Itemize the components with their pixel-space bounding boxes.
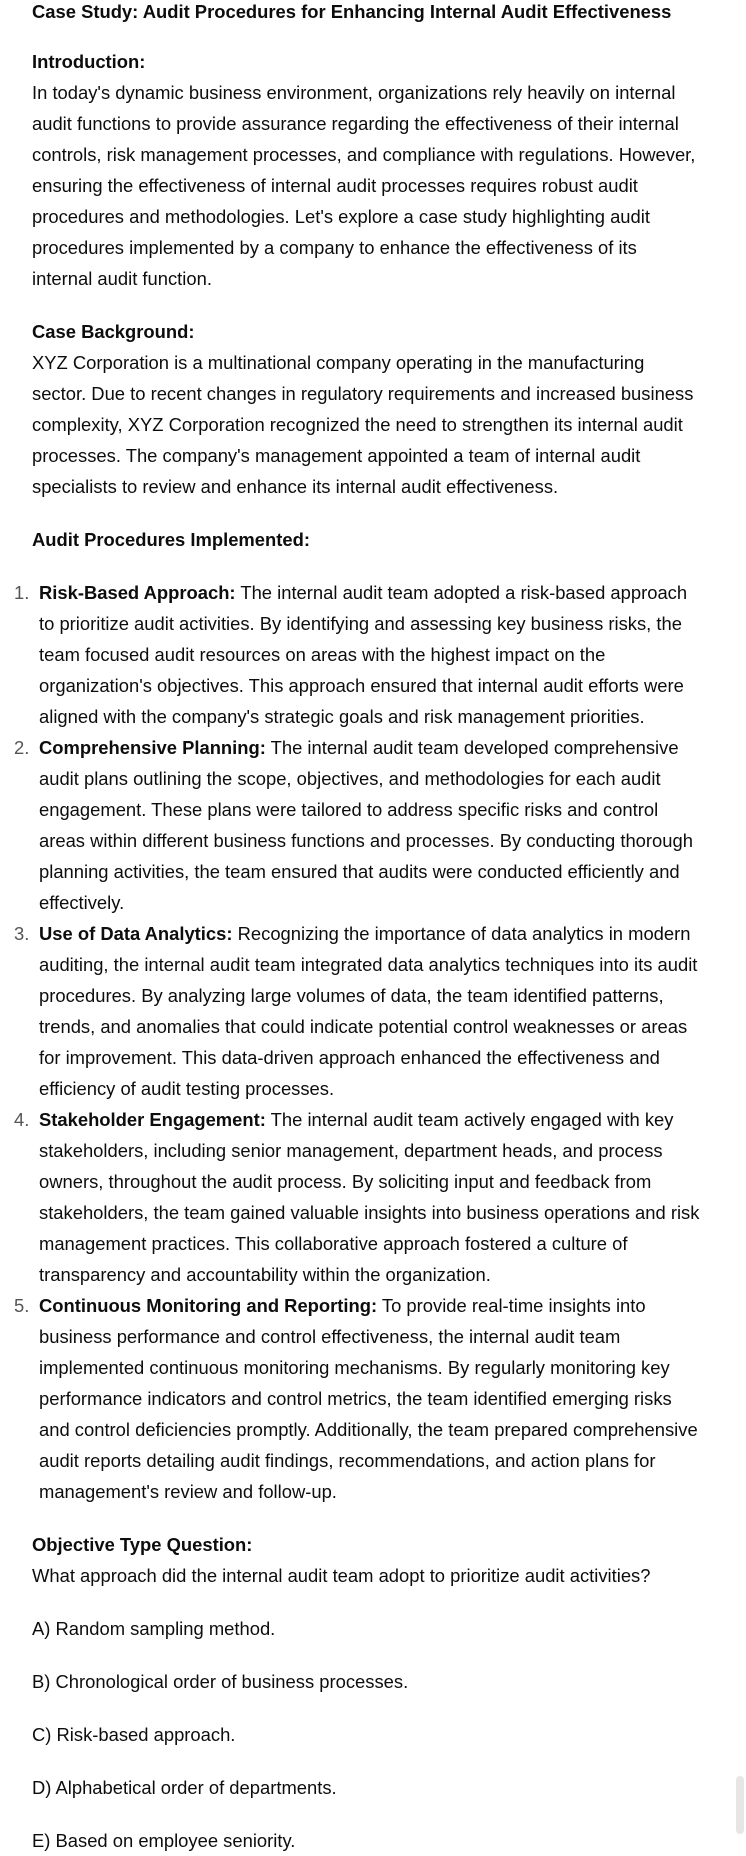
list-item-text: The internal audit team adopted a risk-based approach to prioritize audit activities. By identifying and assessing key business risks, the team focused audit resources on areas with the highest impact on the organization's objectives. This approach ensured that internal audit efforts were aligned with the company's strategic goals and risk management priorities. <box>39 582 688 727</box>
document-body <box>14 0 700 1856</box>
introduction-section <box>32 46 700 294</box>
procedures-list <box>14 577 700 1507</box>
procedures-heading: Audit Procedures Implemented: <box>32 529 310 550</box>
scrollbar-thumb[interactable] <box>736 1776 744 1834</box>
background-section <box>32 316 700 502</box>
answer-option-e: E) Based on employee seniority. <box>32 1830 296 1851</box>
list-item-number: 5. <box>14 1295 30 1316</box>
question-heading: Objective Type Question: <box>32 1534 253 1555</box>
background-text: XYZ Corporation is a multinational company operating in the manufacturing sector. Due to recent changes in regulatory requirements and increased business complexity, XYZ Corporation recognized the need to strengthen its internal audit processes. The company's management appointed a team of internal audit specialists to review and enhance its internal audit effectiveness. <box>32 352 694 497</box>
list-item-text: The internal audit team actively engaged with key stakeholders, including senior management, department heads, and process owners, throughout the audit process. By soliciting input and feedback from stakeholders, the team gained valuable insights into business operations and risk management practices. This collaborative approach fostered a culture of transparency and accountability within the organization. <box>39 1109 700 1285</box>
list-item-number: 3. <box>14 923 30 944</box>
list-item <box>14 577 700 732</box>
list-item-term: Continuous Monitoring and Reporting: <box>39 1295 378 1316</box>
list-item-term: Use of Data Analytics: <box>39 923 233 944</box>
introduction-heading: Introduction: <box>32 51 146 72</box>
list-item <box>14 1104 700 1290</box>
list-item-text: The internal audit team developed comprehensive audit plans outlining the scope, objectives, and methodologies for each audit engagement. These plans were tailored to address specific risks and control areas within different business functions and processes. By conducting thorough planning activities, the team ensured that audits were conducted efficiently and effectively. <box>39 737 693 913</box>
list-item-term: Comprehensive Planning: <box>39 737 266 758</box>
question-text: What approach did the internal audit team adopt to prioritize audit activities? <box>32 1565 651 1586</box>
list-item <box>14 1290 700 1507</box>
answer-option-b: B) Chronological order of business processes. <box>32 1671 409 1692</box>
background-heading: Case Background: <box>32 321 195 342</box>
list-item <box>14 732 700 918</box>
list-item-number: 4. <box>14 1109 30 1130</box>
list-item-number: 1. <box>14 582 30 603</box>
question-section <box>32 1529 700 1856</box>
list-item-term: Risk-Based Approach: <box>39 582 236 603</box>
list-item-term: Stakeholder Engagement: <box>39 1109 266 1130</box>
procedures-section <box>14 524 700 1507</box>
introduction-text: In today's dynamic business environment, organizations rely heavily on internal audit functions to provide assurance regarding the effectiveness of their internal controls, risk management processes, and compliance with regulations. However, ensuring the effectiveness of internal audit processes requires robust audit procedures and methodologies. Let's explore a case study highlighting audit procedures implemented by a company to enhance the effectiveness of its internal audit function. <box>32 82 696 289</box>
list-item-text: Recognizing the importance of data analytics in modern auditing, the internal audit team integrated data analytics techniques into its audit procedures. By analyzing large volumes of data, the team identified patterns, trends, and anomalies that could indicate potential control weaknesses or areas for improvement. This data-driven approach enhanced the effectiveness and efficiency of audit testing processes. <box>39 923 698 1099</box>
answer-option-d: D) Alphabetical order of departments. <box>32 1777 337 1798</box>
answer-option-a: A) Random sampling method. <box>32 1618 276 1639</box>
list-item <box>14 918 700 1104</box>
list-item-text: To provide real-time insights into business performance and control effectiveness, the internal audit team implemented continuous monitoring mechanisms. By regularly monitoring key performance indicators and control metrics, the team identified emerging risks and control deficiencies promptly. Additionally, the team prepared comprehensive audit reports detailing audit findings, recommendations, and action plans for management's review and follow-up. <box>39 1295 698 1502</box>
answer-option-c: C) Risk-based approach. <box>32 1724 236 1745</box>
list-item-number: 2. <box>14 737 30 758</box>
document-title: Case Study: Audit Procedures for Enhancing Internal Audit Effectiveness <box>32 1 672 22</box>
